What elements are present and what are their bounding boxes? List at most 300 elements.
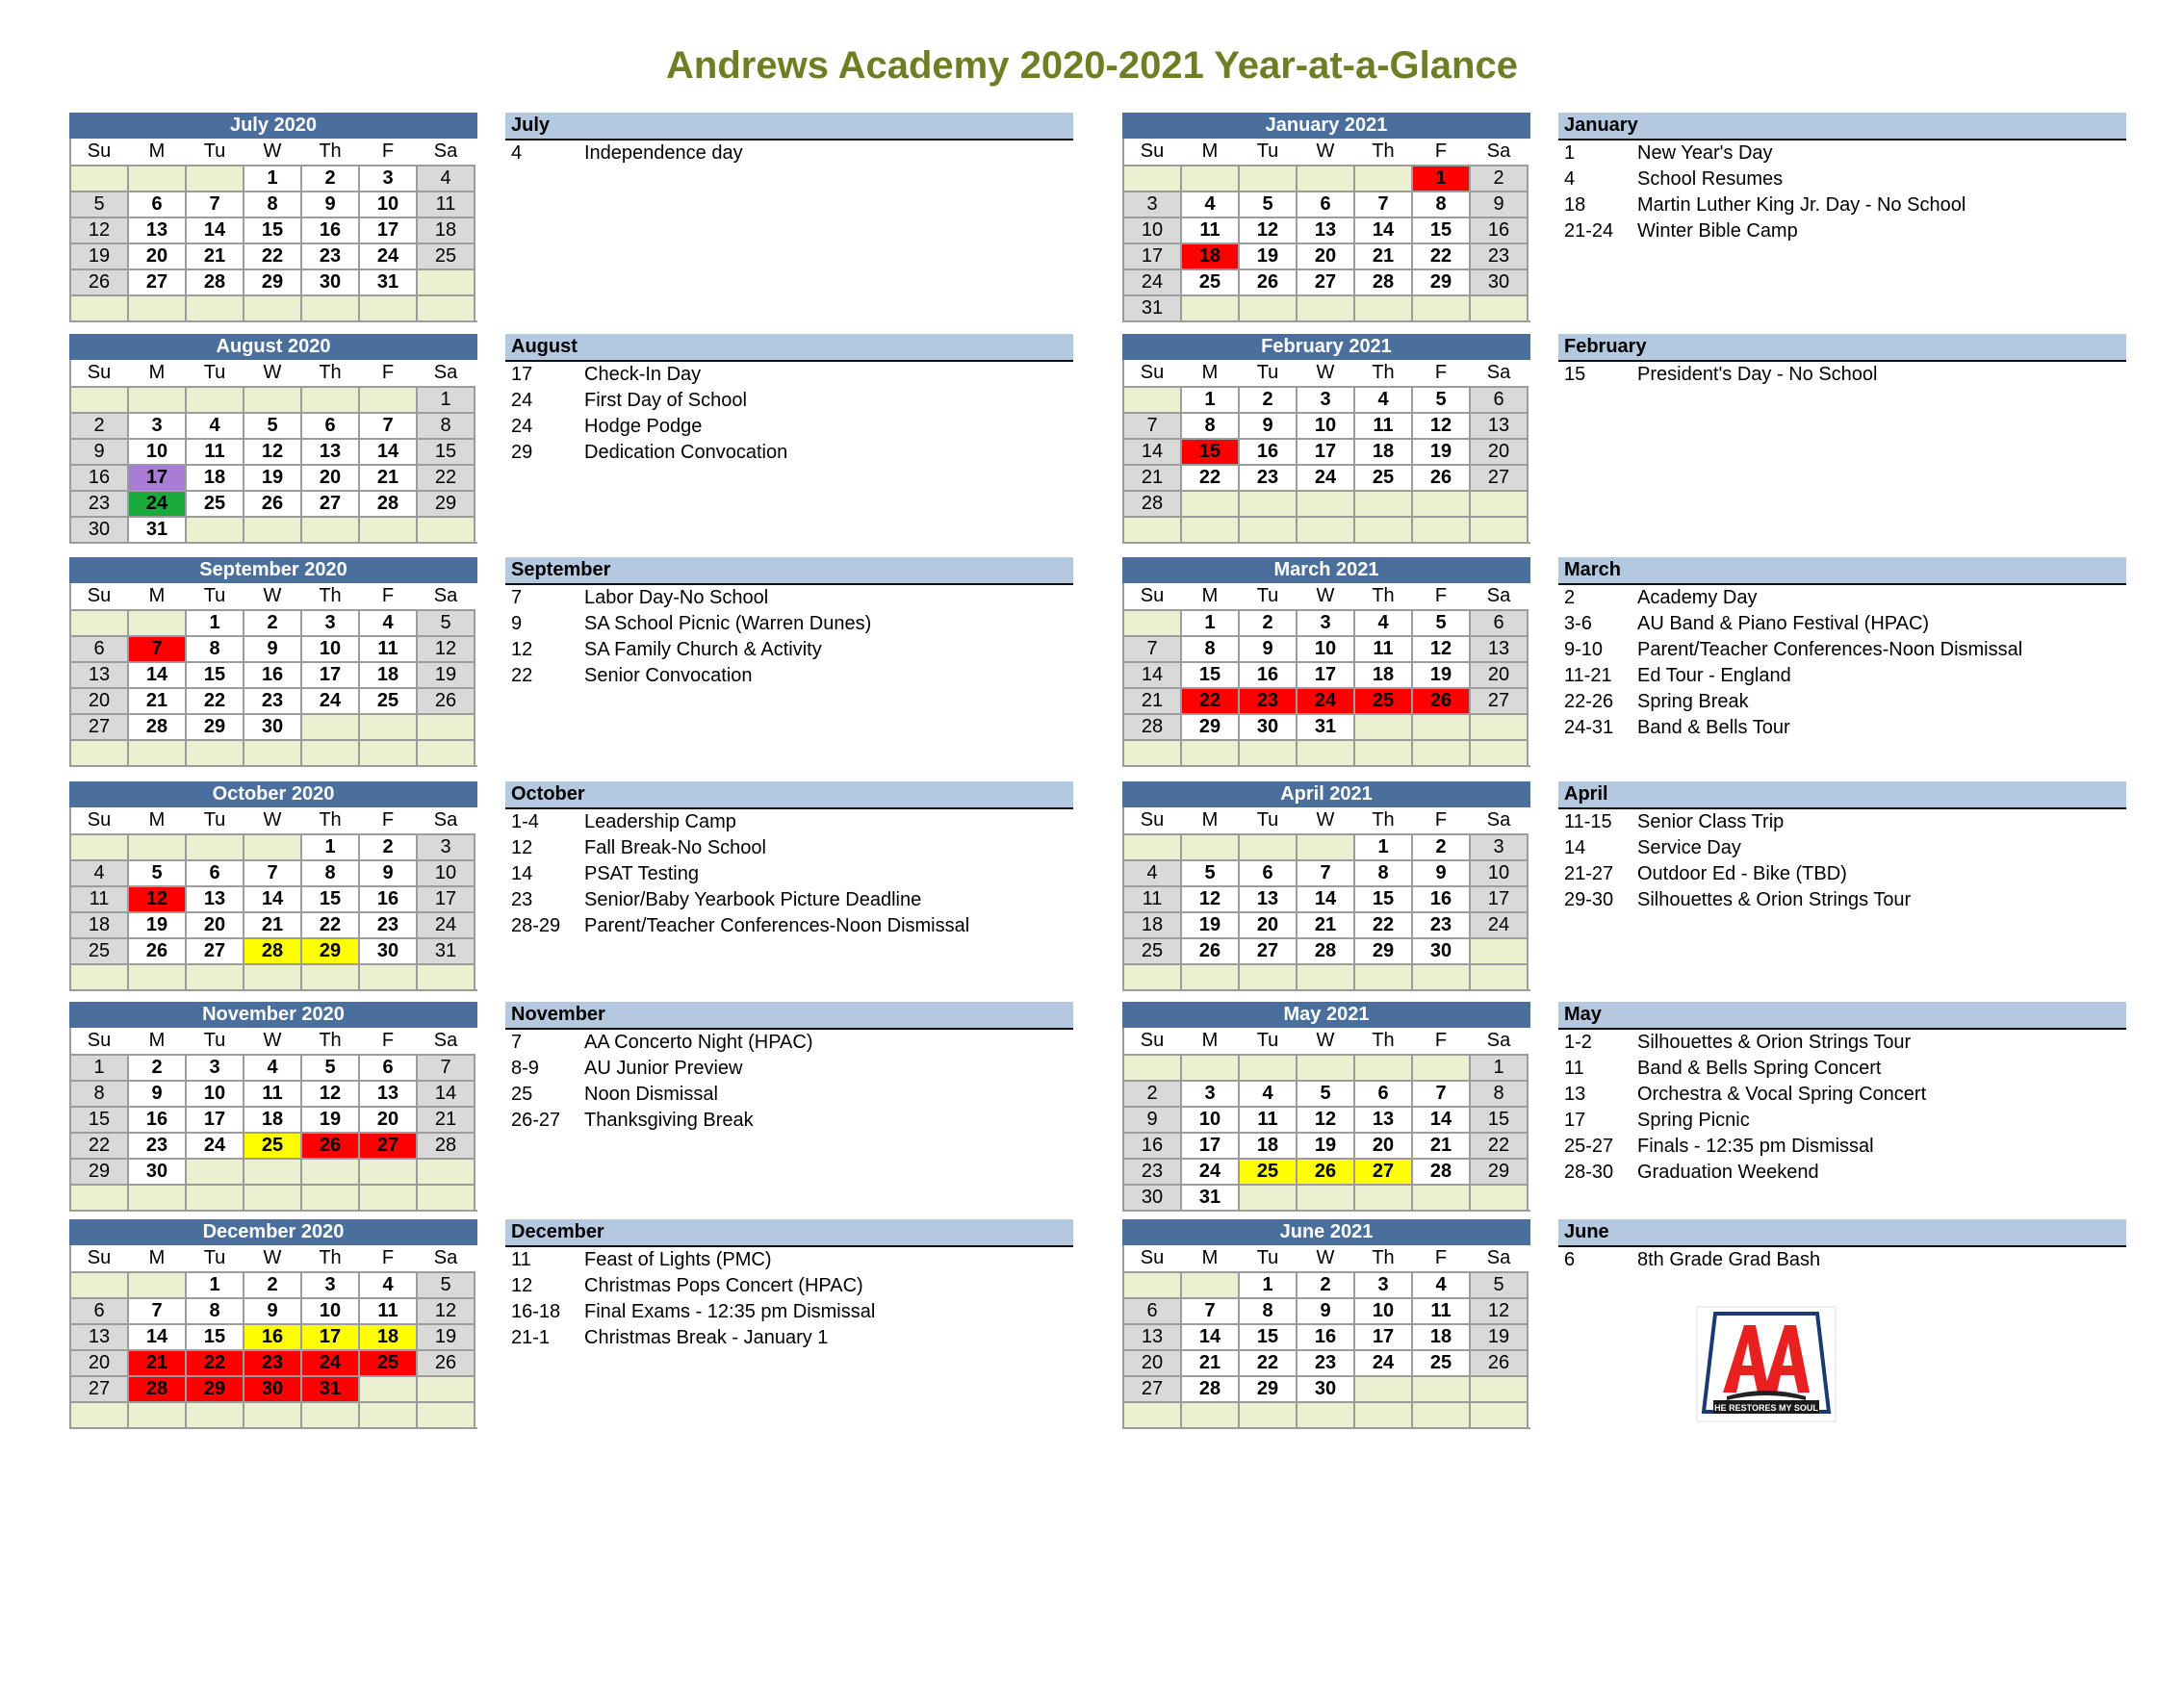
calendar-empty-cell: [1355, 490, 1413, 516]
event-date: 4: [1564, 168, 1576, 190]
calendar-empty-cell: [1471, 1401, 1529, 1427]
calendar-day: 29: [244, 268, 302, 294]
weekday-header: F: [360, 139, 418, 165]
event-description: Christmas Break - January 1: [584, 1327, 829, 1348]
weekday-header: M: [129, 1028, 187, 1054]
month-events: [1558, 781, 2126, 913]
calendar-day: 1: [1182, 609, 1240, 635]
month-title: March 2021: [1122, 557, 1530, 583]
event-description: Dedication Convocation: [584, 442, 788, 463]
calendar-day: 24: [302, 1349, 360, 1375]
event-date: 21-24: [1564, 220, 1614, 242]
calendar-empty-cell: [187, 1401, 244, 1427]
calendar-day: 24: [302, 687, 360, 713]
weekday-header: Tu: [1240, 1028, 1298, 1054]
calendar-day: 22: [1182, 687, 1240, 713]
calendar-day: 4: [1182, 191, 1240, 217]
calendar-empty-cell: [71, 165, 129, 191]
calendar-day: 26: [418, 687, 475, 713]
event-description: PSAT Testing: [584, 863, 699, 884]
calendar-day: 25: [71, 937, 129, 963]
event-date: 18: [1564, 194, 1586, 216]
event-date: 22: [511, 665, 533, 686]
calendar-day: 15: [1182, 438, 1240, 464]
calendar-day: 7: [1355, 191, 1413, 217]
event-date: 11-21: [1564, 665, 1612, 686]
event-row: [505, 1325, 1073, 1351]
weekday-header: Sa: [418, 1028, 475, 1054]
event-description: SA Family Church & Activity: [584, 639, 822, 660]
calendar-day: 30: [244, 713, 302, 739]
calendar-day: 6: [129, 191, 187, 217]
event-description: Check-In Day: [584, 364, 702, 385]
month-events: [1558, 557, 2126, 741]
calendar-day: 11: [360, 1297, 418, 1323]
calendar-day: 20: [187, 911, 244, 937]
weekday-header: Su: [1124, 360, 1182, 386]
calendar-empty-cell: [1240, 739, 1298, 765]
event-description: Fall Break-No School: [584, 837, 766, 858]
weekday-header: Th: [302, 139, 360, 165]
calendar-empty-cell: [1124, 739, 1182, 765]
weekday-header: Th: [1355, 360, 1413, 386]
weekday-header: F: [360, 1245, 418, 1271]
calendar-day: 12: [1298, 1106, 1355, 1132]
calendar-day: 29: [1240, 1375, 1298, 1401]
event-description: Parent/Teacher Conferences-Noon Dismissal: [1637, 639, 2023, 660]
calendar-day: 24: [1124, 268, 1182, 294]
event-date: 22-26: [1564, 691, 1614, 712]
calendar-day: 14: [1413, 1106, 1471, 1132]
weekday-header: Su: [1124, 583, 1182, 609]
event-row: [505, 388, 1073, 414]
calendar-day: 27: [187, 937, 244, 963]
month-calendar: [69, 113, 477, 322]
calendar-empty-cell: [187, 516, 244, 542]
weekday-header: F: [360, 807, 418, 833]
calendar-day: 5: [1413, 386, 1471, 412]
calendar-empty-cell: [187, 165, 244, 191]
weekday-header: F: [1413, 807, 1471, 833]
calendar-empty-cell: [1413, 739, 1471, 765]
calendar-day: 15: [418, 438, 475, 464]
calendar-day: 11: [1413, 1297, 1471, 1323]
calendar-day: 27: [1240, 937, 1298, 963]
event-description: Silhouettes & Orion Strings Tour: [1637, 1032, 1912, 1053]
calendar-day: 5: [302, 1054, 360, 1080]
calendar-day: 12: [1413, 635, 1471, 661]
calendar-day: 13: [187, 885, 244, 911]
calendar-day: 23: [71, 490, 129, 516]
calendar-day: 11: [360, 635, 418, 661]
calendar-empty-cell: [1298, 1054, 1355, 1080]
calendar-day: 5: [244, 412, 302, 438]
calendar-day: 3: [360, 165, 418, 191]
calendar-day: 15: [187, 661, 244, 687]
calendar-day: 14: [129, 661, 187, 687]
calendar-day: 13: [71, 661, 129, 687]
calendar-day: 3: [1298, 609, 1355, 635]
calendar-day: 31: [302, 1375, 360, 1401]
calendar-day: 30: [1240, 713, 1298, 739]
logo-shield: [1704, 1314, 1829, 1412]
event-row: [1558, 166, 2126, 192]
calendar-day: 24: [1298, 464, 1355, 490]
calendar-day: 20: [302, 464, 360, 490]
event-description: Spring Break: [1637, 691, 1749, 712]
event-date: 7: [511, 1032, 523, 1053]
calendar-day: 16: [302, 217, 360, 243]
month-calendar: [69, 1219, 477, 1429]
calendar-day: 18: [360, 1323, 418, 1349]
calendar-day: 14: [129, 1323, 187, 1349]
calendar-day: 17: [1182, 1132, 1240, 1158]
calendar-day: 14: [244, 885, 302, 911]
event-description: Final Exams - 12:35 pm Dismissal: [584, 1301, 876, 1322]
calendar-day: 3: [129, 412, 187, 438]
calendar-empty-cell: [129, 963, 187, 989]
calendar-day: 14: [1124, 661, 1182, 687]
event-row: [505, 1108, 1073, 1134]
event-row: [1558, 192, 2126, 218]
calendar-empty-cell: [1471, 963, 1529, 989]
event-date: 1-2: [1564, 1032, 1592, 1053]
weekday-header: M: [129, 1245, 187, 1271]
calendar-day: 25: [1413, 1349, 1471, 1375]
calendar-day: 16: [71, 464, 129, 490]
event-row: [505, 1056, 1073, 1082]
calendar-day: 24: [1355, 1349, 1413, 1375]
calendar-empty-cell: [71, 1184, 129, 1210]
calendar-day: 4: [1413, 1271, 1471, 1297]
events-title: April: [1558, 781, 2126, 809]
calendar-day: 18: [1413, 1323, 1471, 1349]
event-date: 11: [1564, 1058, 1584, 1079]
weekday-header: M: [1182, 583, 1240, 609]
event-date: 25: [511, 1084, 533, 1105]
calendar-day: 5: [418, 1271, 475, 1297]
event-description: Band & Bells Tour: [1637, 717, 1790, 738]
weekday-header: Th: [302, 1028, 360, 1054]
weekday-header: Sa: [418, 807, 475, 833]
calendar-day: 9: [302, 191, 360, 217]
calendar-empty-cell: [302, 294, 360, 320]
event-row: [1558, 585, 2126, 611]
calendar-empty-cell: [1471, 516, 1529, 542]
event-description: Silhouettes & Orion Strings Tour: [1637, 889, 1912, 910]
calendar-day: 29: [187, 1375, 244, 1401]
weekday-header: Tu: [1240, 1245, 1298, 1271]
calendar-empty-cell: [1124, 386, 1182, 412]
calendar-day: 7: [129, 635, 187, 661]
calendar-day: 7: [244, 859, 302, 885]
month-calendar: [1122, 1219, 1530, 1429]
calendar-day: 13: [1240, 885, 1298, 911]
weekday-header: Sa: [1471, 1245, 1529, 1271]
calendar-day: 7: [1124, 412, 1182, 438]
event-date: 23: [511, 889, 533, 910]
calendar-day: 25: [187, 490, 244, 516]
calendar-day: 23: [244, 687, 302, 713]
calendar-day: 25: [244, 1132, 302, 1158]
calendar-day: 17: [1471, 885, 1529, 911]
event-description: Independence day: [584, 142, 743, 164]
calendar-empty-cell: [1124, 516, 1182, 542]
calendar-day: 27: [71, 713, 129, 739]
calendar-day: 26: [1298, 1158, 1355, 1184]
calendar-day: 19: [1240, 243, 1298, 268]
weekday-header: Sa: [1471, 1028, 1529, 1054]
month-grid: [1122, 583, 1530, 767]
weekday-header: W: [1298, 360, 1355, 386]
calendar-empty-cell: [1240, 490, 1298, 516]
calendar-day: 26: [244, 490, 302, 516]
calendar-day: 25: [1124, 937, 1182, 963]
calendar-day: 21: [1182, 1349, 1240, 1375]
calendar-empty-cell: [1182, 1401, 1240, 1427]
calendar-day: 27: [1124, 1375, 1182, 1401]
calendar-day: 7: [129, 1297, 187, 1323]
calendar-empty-cell: [71, 1271, 129, 1297]
calendar-day: 22: [71, 1132, 129, 1158]
calendar-day: 25: [360, 687, 418, 713]
calendar-day: 12: [1240, 217, 1298, 243]
calendar-day: 7: [1298, 859, 1355, 885]
weekday-header: W: [244, 807, 302, 833]
month-grid: [69, 360, 477, 544]
calendar-day: 24: [1471, 911, 1529, 937]
calendar-empty-cell: [1124, 165, 1182, 191]
calendar-empty-cell: [1298, 165, 1355, 191]
weekday-header: Tu: [187, 583, 244, 609]
page-title: Andrews Academy 2020-2021 Year-at-a-Glance: [666, 44, 1518, 87]
calendar-day: 8: [1182, 635, 1240, 661]
calendar-day: 23: [1124, 1158, 1182, 1184]
event-description: Senior Convocation: [584, 665, 753, 686]
event-row: [1558, 861, 2126, 887]
calendar-empty-cell: [302, 713, 360, 739]
weekday-header: W: [244, 1028, 302, 1054]
event-description: AU Band & Piano Festival (HPAC): [1637, 613, 1930, 634]
calendar-day: 16: [1240, 661, 1298, 687]
calendar-day: 17: [302, 1323, 360, 1349]
events-title: December: [505, 1219, 1073, 1247]
event-description: Labor Day-No School: [584, 587, 769, 608]
event-date: 17: [1564, 1110, 1586, 1131]
calendar-day: 23: [244, 1349, 302, 1375]
event-date: 14: [1564, 837, 1586, 858]
calendar-day: 25: [1355, 464, 1413, 490]
calendar-day: 27: [360, 1132, 418, 1158]
month-grid: [1122, 1245, 1530, 1429]
weekday-header: Tu: [1240, 139, 1298, 165]
calendar-day: 29: [418, 490, 475, 516]
calendar-day: 15: [1240, 1323, 1298, 1349]
calendar-day: 5: [1471, 1271, 1529, 1297]
calendar-day: 7: [1124, 635, 1182, 661]
calendar-day: 14: [360, 438, 418, 464]
calendar-day: 16: [360, 885, 418, 911]
calendar-empty-cell: [1240, 833, 1298, 859]
month-events: [505, 1219, 1073, 1351]
event-description: Senior/Baby Yearbook Picture Deadline: [584, 889, 922, 910]
event-row: [1558, 689, 2126, 715]
calendar-empty-cell: [244, 963, 302, 989]
calendar-day: 19: [418, 661, 475, 687]
weekday-header: M: [129, 807, 187, 833]
calendar-empty-cell: [244, 833, 302, 859]
calendar-day: 22: [1240, 1349, 1298, 1375]
calendar-day: 30: [1124, 1184, 1182, 1210]
calendar-day: 30: [129, 1158, 187, 1184]
events-title: October: [505, 781, 1073, 809]
calendar-day: 12: [302, 1080, 360, 1106]
event-row: [505, 835, 1073, 861]
calendar-day: 24: [1182, 1158, 1240, 1184]
calendar-empty-cell: [1124, 1401, 1182, 1427]
weekday-header: Sa: [1471, 360, 1529, 386]
calendar-day: 17: [302, 661, 360, 687]
event-row: [1558, 362, 2126, 388]
calendar-empty-cell: [244, 1184, 302, 1210]
calendar-day: 2: [360, 833, 418, 859]
weekday-header: Sa: [418, 1245, 475, 1271]
event-row: [505, 611, 1073, 637]
month-events: [505, 113, 1073, 166]
calendar-day: 9: [71, 438, 129, 464]
calendar-empty-cell: [1298, 739, 1355, 765]
calendar-empty-cell: [1182, 294, 1240, 320]
calendar-empty-cell: [1471, 1375, 1529, 1401]
calendar-day: 9: [1124, 1106, 1182, 1132]
month-calendar: [1122, 334, 1530, 544]
weekday-header: Su: [1124, 139, 1182, 165]
calendar-day: 6: [1471, 386, 1529, 412]
calendar-day: 18: [1124, 911, 1182, 937]
event-date: 8-9: [511, 1058, 539, 1079]
calendar-day: 26: [1240, 268, 1298, 294]
calendar-day: 1: [302, 833, 360, 859]
calendar-day: 20: [1355, 1132, 1413, 1158]
calendar-day: 29: [71, 1158, 129, 1184]
calendar-empty-cell: [1298, 1184, 1355, 1210]
calendar-day: 2: [1124, 1080, 1182, 1106]
calendar-empty-cell: [1124, 1054, 1182, 1080]
calendar-day: 6: [1355, 1080, 1413, 1106]
month-title: August 2020: [69, 334, 477, 360]
calendar-day: 24: [418, 911, 475, 937]
calendar-day: 24: [129, 490, 187, 516]
calendar-day: 13: [302, 438, 360, 464]
month-calendar: [1122, 781, 1530, 991]
calendar-day: 11: [1355, 412, 1413, 438]
calendar-day: 4: [418, 165, 475, 191]
event-date: 14: [511, 863, 533, 884]
event-date: 21-27: [1564, 863, 1614, 884]
event-description: Finals - 12:35 pm Dismissal: [1637, 1136, 1874, 1157]
month-calendar: [1122, 113, 1530, 322]
calendar-empty-cell: [1355, 713, 1413, 739]
event-description: Martin Luther King Jr. Day - No School: [1637, 194, 1966, 216]
calendar-day: 18: [1240, 1132, 1298, 1158]
event-row: [1558, 809, 2126, 835]
calendar-day: 13: [1298, 217, 1355, 243]
month-title: February 2021: [1122, 334, 1530, 360]
event-date: 16-18: [511, 1301, 561, 1322]
event-date: 17: [511, 364, 533, 385]
calendar-day: 21: [1124, 464, 1182, 490]
calendar-day: 14: [1124, 438, 1182, 464]
calendar-day: 19: [129, 911, 187, 937]
event-date: 24: [511, 416, 533, 437]
event-date: 7: [511, 587, 523, 608]
calendar-empty-cell: [1413, 490, 1471, 516]
calendar-day: 27: [71, 1375, 129, 1401]
event-date: 2: [1564, 587, 1576, 608]
event-row: [505, 440, 1073, 466]
calendar-day: 2: [1471, 165, 1529, 191]
calendar-day: 18: [1355, 661, 1413, 687]
calendar-day: 20: [1240, 911, 1298, 937]
calendar-empty-cell: [1124, 1271, 1182, 1297]
calendar-day: 28: [244, 937, 302, 963]
calendar-empty-cell: [244, 739, 302, 765]
calendar-day: 1: [187, 609, 244, 635]
weekday-header: Th: [1355, 1028, 1413, 1054]
month-title: October 2020: [69, 781, 477, 807]
event-row: [1558, 663, 2126, 689]
weekday-header: Th: [302, 583, 360, 609]
calendar-day: 9: [1240, 635, 1298, 661]
weekday-header: Su: [71, 1028, 129, 1054]
event-description: Orchestra & Vocal Spring Concert: [1637, 1084, 1927, 1105]
calendar-day: 26: [1471, 1349, 1529, 1375]
month-grid: [1122, 807, 1530, 991]
calendar-day: 13: [360, 1080, 418, 1106]
calendar-day: 29: [1413, 268, 1471, 294]
calendar-empty-cell: [418, 294, 475, 320]
month-title: September 2020: [69, 557, 477, 583]
calendar-empty-cell: [1182, 963, 1240, 989]
calendar-empty-cell: [1298, 516, 1355, 542]
calendar-day: 1: [1471, 1054, 1529, 1080]
calendar-day: 9: [244, 1297, 302, 1323]
calendar-day: 26: [302, 1132, 360, 1158]
calendar-empty-cell: [1471, 739, 1529, 765]
calendar-empty-cell: [302, 963, 360, 989]
event-description: AU Junior Preview: [584, 1058, 743, 1079]
weekday-header: M: [129, 360, 187, 386]
month-events: [505, 1002, 1073, 1134]
calendar-empty-cell: [418, 516, 475, 542]
calendar-empty-cell: [1471, 713, 1529, 739]
event-description: Ed Tour - England: [1637, 665, 1791, 686]
calendar-day: 17: [187, 1106, 244, 1132]
calendar-day: 8: [1182, 412, 1240, 438]
event-date: 12: [511, 639, 533, 660]
calendar-day: 21: [187, 243, 244, 268]
weekday-header: Th: [1355, 139, 1413, 165]
calendar-empty-cell: [360, 739, 418, 765]
calendar-day: 23: [1240, 687, 1298, 713]
event-description: President's Day - No School: [1637, 364, 1878, 385]
calendar-day: 2: [1240, 386, 1298, 412]
calendar-empty-cell: [418, 1401, 475, 1427]
event-row: [1558, 887, 2126, 913]
calendar-day: 17: [1124, 243, 1182, 268]
calendar-day: 12: [1182, 885, 1240, 911]
event-date: 28-30: [1564, 1162, 1614, 1183]
